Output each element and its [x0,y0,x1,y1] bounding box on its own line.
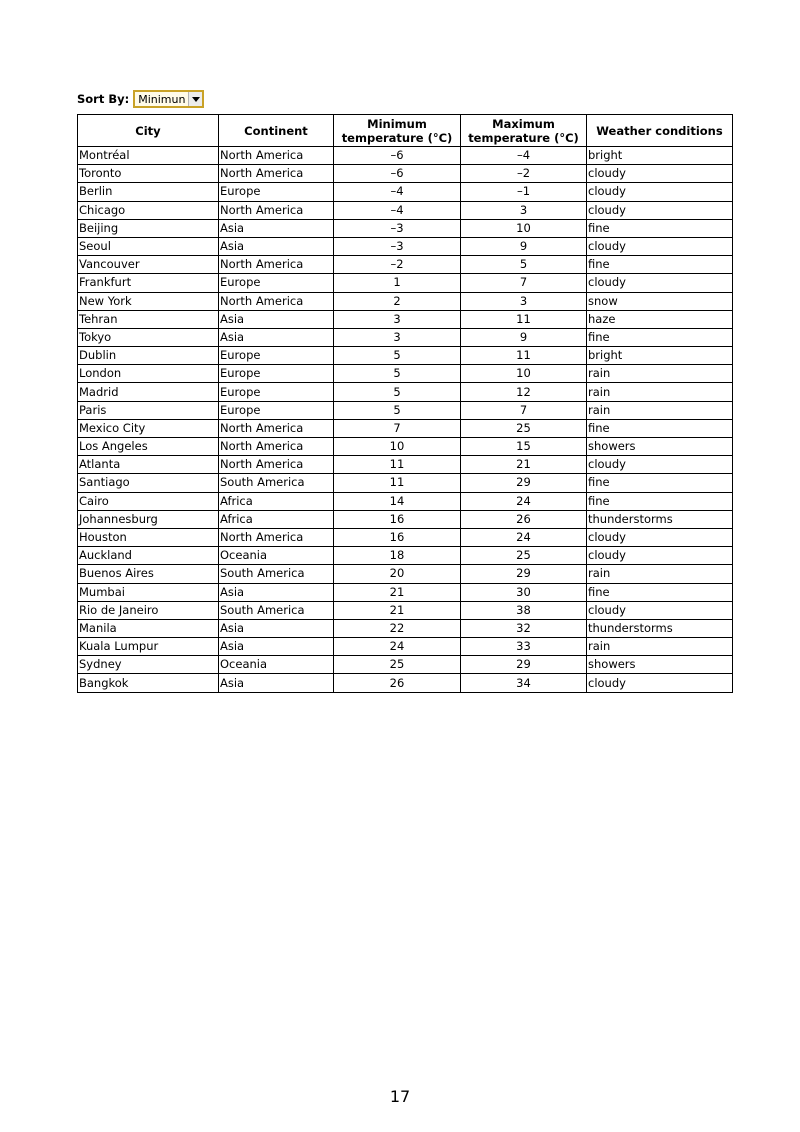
cell-continent: North America [219,419,334,437]
table-header-row [78,115,733,147]
cell-min-temp: 1 [334,274,461,292]
table-row [78,565,733,583]
cell-city: Houston [78,528,219,546]
cell-continent: North America [219,256,334,274]
cell-max-temp: 3 [461,201,587,219]
cell-min-temp: 24 [334,638,461,656]
cell-min-temp: 10 [334,438,461,456]
cell-max-temp: 30 [461,583,587,601]
table-row [78,674,733,692]
cell-min-temp: 3 [334,310,461,328]
table-row [78,510,733,528]
cell-max-temp: 7 [461,274,587,292]
cell-min-temp: 7 [334,419,461,437]
table-row [78,256,733,274]
cell-city: Cairo [78,492,219,510]
cell-continent: Africa [219,492,334,510]
cell-max-temp: 32 [461,619,587,637]
cell-max-temp: –4 [461,147,587,165]
cell-continent: South America [219,565,334,583]
table-row [78,310,733,328]
cell-min-temp: 5 [334,365,461,383]
cell-continent: North America [219,456,334,474]
cell-continent: Europe [219,383,334,401]
cell-conditions: bright [587,147,733,165]
cell-min-temp: –6 [334,147,461,165]
cell-conditions: thunderstorms [587,619,733,637]
table-row [78,219,733,237]
table-row [78,619,733,637]
cell-max-temp: 38 [461,601,587,619]
table-row [78,638,733,656]
cell-city: Johannesburg [78,510,219,528]
header-continent: Continent [219,115,334,147]
cell-continent: North America [219,147,334,165]
sort-selected-value: Minimun [138,92,186,106]
cell-conditions: thunderstorms [587,510,733,528]
cell-max-temp: 3 [461,292,587,310]
cell-min-temp: –3 [334,219,461,237]
cell-max-temp: 33 [461,638,587,656]
cell-min-temp: 26 [334,674,461,692]
cell-min-temp: 18 [334,547,461,565]
cell-min-temp: 16 [334,528,461,546]
cell-max-temp: –2 [461,165,587,183]
cell-city: Vancouver [78,256,219,274]
table-row [78,492,733,510]
sort-bar [77,89,204,109]
cell-conditions: fine [587,256,733,274]
cell-city: New York [78,292,219,310]
cell-continent: Oceania [219,656,334,674]
cell-conditions: cloudy [587,165,733,183]
header-city: City [78,115,219,147]
cell-city: Los Angeles [78,438,219,456]
cell-min-temp: 11 [334,456,461,474]
cell-conditions: showers [587,438,733,456]
sort-dropdown[interactable] [133,90,204,108]
table-row [78,474,733,492]
cell-continent: Europe [219,274,334,292]
cell-conditions: fine [587,474,733,492]
cell-conditions: cloudy [587,547,733,565]
cell-max-temp: 34 [461,674,587,692]
cell-city: Montréal [78,147,219,165]
dropdown-arrow-icon[interactable] [188,92,202,106]
cell-max-temp: 10 [461,219,587,237]
cell-continent: Africa [219,510,334,528]
table-row [78,292,733,310]
sort-label: Sort By: [77,92,130,106]
cell-conditions: cloudy [587,674,733,692]
page-number: 17 [389,1087,411,1106]
cell-max-temp: 12 [461,383,587,401]
table-row [78,456,733,474]
cell-city: Toronto [78,165,219,183]
cell-max-temp: 29 [461,565,587,583]
cell-city: Sydney [78,656,219,674]
cell-min-temp: 2 [334,292,461,310]
table-row [78,328,733,346]
table-row [78,383,733,401]
cell-min-temp: –4 [334,201,461,219]
cell-city: Santiago [78,474,219,492]
cell-continent: Europe [219,365,334,383]
cell-continent: Europe [219,347,334,365]
table-row [78,419,733,437]
weather-table [77,114,733,693]
cell-conditions: rain [587,638,733,656]
cell-city: Kuala Lumpur [78,638,219,656]
cell-max-temp: 26 [461,510,587,528]
cell-city: Mumbai [78,583,219,601]
table-row [78,201,733,219]
cell-min-temp: –6 [334,165,461,183]
cell-conditions: rain [587,565,733,583]
cell-continent: Asia [219,219,334,237]
cell-city: London [78,365,219,383]
table-row [78,365,733,383]
cell-conditions: fine [587,219,733,237]
cell-conditions: cloudy [587,601,733,619]
cell-continent: Asia [219,674,334,692]
table-row [78,656,733,674]
cell-city: Tehran [78,310,219,328]
cell-max-temp: 29 [461,656,587,674]
table-row [78,165,733,183]
cell-city: Tokyo [78,328,219,346]
cell-min-temp: 21 [334,601,461,619]
cell-continent: Asia [219,619,334,637]
cell-min-temp: –2 [334,256,461,274]
table-row [78,147,733,165]
cell-min-temp: –3 [334,237,461,255]
cell-continent: North America [219,165,334,183]
cell-max-temp: 21 [461,456,587,474]
cell-max-temp: 11 [461,310,587,328]
cell-conditions: cloudy [587,456,733,474]
cell-conditions: cloudy [587,274,733,292]
cell-continent: Oceania [219,547,334,565]
table-row [78,438,733,456]
cell-min-temp: 5 [334,347,461,365]
cell-max-temp: 24 [461,528,587,546]
cell-max-temp: –1 [461,183,587,201]
cell-conditions: cloudy [587,528,733,546]
cell-max-temp: 5 [461,256,587,274]
cell-continent: Asia [219,237,334,255]
cell-city: Seoul [78,237,219,255]
cell-min-temp: 5 [334,383,461,401]
cell-continent: Asia [219,638,334,656]
cell-city: Chicago [78,201,219,219]
cell-min-temp: 14 [334,492,461,510]
cell-min-temp: 16 [334,510,461,528]
table-row [78,401,733,419]
cell-continent: Europe [219,183,334,201]
cell-city: Bangkok [78,674,219,692]
cell-city: Auckland [78,547,219,565]
cell-max-temp: 7 [461,401,587,419]
cell-max-temp: 9 [461,328,587,346]
cell-continent: North America [219,528,334,546]
cell-min-temp: 25 [334,656,461,674]
header-max-temp: Maximum temperature (°C) [461,115,587,147]
cell-city: Atlanta [78,456,219,474]
cell-max-temp: 25 [461,547,587,565]
cell-city: Frankfurt [78,274,219,292]
cell-city: Madrid [78,383,219,401]
cell-min-temp: 3 [334,328,461,346]
cell-conditions: snow [587,292,733,310]
cell-conditions: rain [587,383,733,401]
cell-continent: South America [219,474,334,492]
cell-conditions: cloudy [587,237,733,255]
cell-continent: Asia [219,328,334,346]
cell-conditions: fine [587,492,733,510]
cell-max-temp: 11 [461,347,587,365]
cell-continent: South America [219,601,334,619]
cell-min-temp: 5 [334,401,461,419]
table-row [78,183,733,201]
table-row [78,601,733,619]
cell-max-temp: 29 [461,474,587,492]
cell-city: Manila [78,619,219,637]
cell-max-temp: 15 [461,438,587,456]
cell-max-temp: 9 [461,237,587,255]
header-min-temp: Minimum temperature (°C) [334,115,461,147]
cell-max-temp: 24 [461,492,587,510]
cell-max-temp: 25 [461,419,587,437]
cell-min-temp: –4 [334,183,461,201]
cell-conditions: haze [587,310,733,328]
cell-city: Beijing [78,219,219,237]
table-body [78,147,733,693]
cell-conditions: fine [587,583,733,601]
cell-conditions: cloudy [587,201,733,219]
header-conditions: Weather conditions [587,115,733,147]
table-row [78,237,733,255]
cell-continent: Asia [219,310,334,328]
cell-conditions: showers [587,656,733,674]
cell-conditions: cloudy [587,183,733,201]
cell-conditions: fine [587,419,733,437]
cell-city: Paris [78,401,219,419]
cell-continent: North America [219,201,334,219]
table-row [78,583,733,601]
cell-min-temp: 21 [334,583,461,601]
cell-city: Berlin [78,183,219,201]
cell-min-temp: 11 [334,474,461,492]
cell-max-temp: 10 [461,365,587,383]
table-row [78,274,733,292]
cell-city: Dublin [78,347,219,365]
cell-continent: North America [219,438,334,456]
cell-min-temp: 20 [334,565,461,583]
cell-min-temp: 22 [334,619,461,637]
cell-city: Rio de Janeiro [78,601,219,619]
cell-continent: North America [219,292,334,310]
cell-conditions: rain [587,401,733,419]
cell-continent: Europe [219,401,334,419]
cell-city: Buenos Aires [78,565,219,583]
cell-continent: Asia [219,583,334,601]
cell-conditions: rain [587,365,733,383]
table-row [78,547,733,565]
cell-conditions: fine [587,328,733,346]
table-row [78,347,733,365]
cell-conditions: bright [587,347,733,365]
table-row [78,528,733,546]
cell-city: Mexico City [78,419,219,437]
